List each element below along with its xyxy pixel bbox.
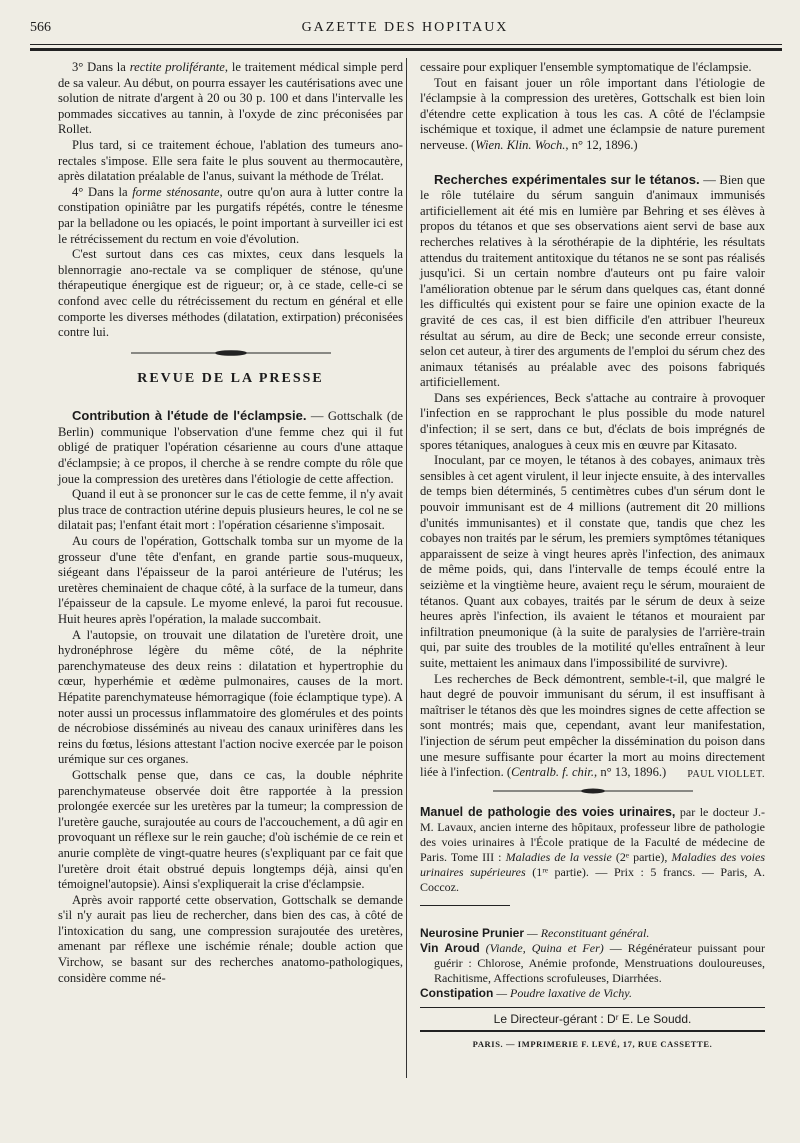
author-signature: PAUL VIOLLET.	[687, 769, 765, 781]
article-lead: Contribution à l'étude de l'éclampsie. — Gottschalk (de Berlin) communique l'observation d'une femme chez qui il fut obligé de pratiquer l'opération césarienne au cours d'une attaque d'éclampsie; à ce propos, il cherche à se rendre compte du rôle que joue la compression des uretères dans l'étiologie de cette affection.	[58, 408, 403, 486]
paragraph: 4° Dans la forme sténosante, outre qu'on aura à lutter contre la constipation opiniâtre par les purgatifs répétés, contre le ténesme par la belladone ou les opiacés, le point important à surveiller ici est le rétrécissement du rectum en voie d'évolution.	[58, 184, 404, 246]
paragraph: Après avoir rapporté cette observation, Gottschalk se demande s'il n'y aurait pas lieu de rechercher, dans bien des cas, à côté de l'intoxication du sang, une compression surajoutée des uretères, amenant par réflexe une ischémie rénale; double action que Virchow, se basant sur des recherches anatomo-pathologiques, considère comme né-	[58, 892, 403, 985]
paragraph: C'est surtout dans ces cas mixtes, ceux dans lesquels la blennorragie ano-rectale va se compliquer de sténose, qu'une thérapeutique énergique est de rigueur; or, à ce stade, celle-ci se confond avec celle du rétrécissement du rectum en général et elle comporte les diverses méthodes (dilatation, extirpation) préconisées contre lui.	[58, 247, 403, 340]
paragraph: cessaire pour expliquer l'ensemble symptomatique de l'éclampsie.	[420, 60, 752, 74]
advertisement: Neurosine Prunier — Reconstituant général.	[420, 925, 650, 940]
column-divider	[406, 58, 407, 1078]
page-number: 566	[30, 20, 51, 35]
article-title: Contribution à l'étude de l'éclampsie.	[72, 408, 307, 424]
book-notice: Manuel de pathologie des voies urinaires, par le docteur J.-M. Lavaux, ancien interne des hôpitaux, professeur libre de pathologie des voies urinaires à l'École pratique de la Faculté de médecine de Paris. Tome III : Maladies de la vessie (2ᵉ partie), Maladies des voies urinaires supérieures (1ʳᵉ partie). — Prix : 5 francs. — Paris, A. Coccoz.	[420, 804, 766, 894]
printer-imprint: PARIS. — IMPRIMERIE F. LEVÉ, 17, RUE CASSETTE.	[472, 1039, 713, 1050]
left-column	[58, 60, 403, 986]
section-ornament	[131, 349, 331, 357]
right-column	[420, 60, 765, 1053]
book-title: Manuel de pathologie des voies urinaires,	[420, 804, 676, 819]
paragraph: Inoculant, par ce moyen, le tétanos à des cobayes, animaux très sensibles à cet agent virulent, il leur injecte ensuite, à des intervalles de temps bien déterminés, 5 centimètres cubes d'un sérum dont le pouvoir immunisant est de 4 millions (autrement dit 20 millions d'unités immunisantes) et il constate que, tandis que chez les cobayes non traités par le sérum, les premiers symptômes tétaniques apparaissent de seize à vingt heures après l'infection, des animaux de même poids, qui, dans l'intervalle de temps écoulé entre la seizième et la vingtième heure, avaient reçu le sérum, mouraient de tétanos. Quant aux cobayes, traités par le sérum de deux à seize heures après l'infection, ils avaient le tétanos et mouraient par infiltration pneumonique (à la suite de paralysies de l'arrière-train qui, par suite des troubles de la motilité qu'elles entraînent à leur suite, mettaient les animaux dans l'impossibilité de survivre).	[420, 453, 765, 670]
header-rule-thick	[30, 48, 782, 51]
paragraph: 3° Dans la rectite proliférante, le traitement médical simple perd de sa valeur. Au début, on pourra essayer les cautérisations avec une solution de nitrate d'argent à 20 ou 30 p. 100 et dans l'intervalle les pommades siccatives au tannin, à l'oxyde de zinc préconisées par Rollet.	[58, 60, 404, 137]
paragraph: Quand il eut à se prononcer sur le cas de cette femme, il n'y avait plus trace de contraction utérine depuis plusieurs heures, le col ne se dilatait pas; l'enfant était mort : l'opération césarienne s'imposait.	[58, 487, 403, 533]
paragraph: Tout en faisant jouer un rôle important dans l'étiologie de l'éclampsie à la compression des uretères, Gottschalk est bien loin d'étendre cette explication à tous les cas. A côté de l'éclampsie ischémique et toxique, il admet une éclampsie de nature purement nerveuse. (Wien. Klin. Woch., n° 12, 1896.)	[420, 75, 765, 152]
paragraph: Dans ses expériences, Beck s'attache au contraire à provoquer l'infection en se rapprochant le plus possible du mode naturel d'infection; il se sert, dans ce but, d'éclats de bois imprégnés de spores tétaniques, analogues à ceux mis en œuvre par Kitasato.	[420, 390, 765, 452]
director-block	[420, 1007, 765, 1053]
section-title: REVUE DE LA PRESSE	[137, 370, 324, 386]
advertisement: Vin Aroud (Viande, Quina et Fer) — Régénérateur puissant pour guérir : Chlorose, Anémie profonde, Menstruations douloureuses, Rachitisme, Affections scrofuleuses, Diarrhées.	[420, 940, 766, 985]
running-head: GAZETTE DES HOPITAUX	[301, 20, 509, 35]
page-header	[30, 14, 780, 42]
paragraph: Au cours de l'opération, Gottschalk tomba sur un myome de la grosseur d'une tête d'enfant, en grande partie sous-muqueux, siégeant dans l'épaisseur de la paroi antérieure de l'utérus; les uretères cheminaient de chaque côté, à la surface de la tumeur, dans l'épaisseur de la capsule. Le myome enlevé, la paroi fut recousue. Huit heures après l'opération, la malade succombait.	[58, 534, 403, 626]
paragraph: Gottschalk pense que, dans ce cas, la double néphrite parenchymateuse observée doit être rapportée à la pression prolongée exercée sur les uretères par la tumeur; la compression de l'uretère gauche, surajoutée au cours de l'accouchement, a dû agir en provoquant un réflexe sur le rein gauche; d'où ischémie de ce rein et anurie complète de vingt-quatre heures (s'expliquant par ce fait que l'uretère droit était obstrué depuis longtemps déjà, ainsi qu'en témoignel'autopsie). Ainsi s'expliquerait la crise d'éclampsie.	[58, 767, 403, 892]
article-lead: Recherches expérimentales sur le tétanos. — Bien que le rôle tutélaire du sérum sanguin d'animaux immunisés artificiellement ait été mis en lumière par Behring et ses élèves à propos du tétanos et que ses observations aient servi de base aux recherches relatives à la sérothérapie de la diphtérie, les résultats attendus du traitement antitoxique du tétanos ne se sont pas réalisés jusqu'ici. Si un certain nombre d'auteurs ont pu faire valoir l'amélioration obtenue par le sérum dans quelques cas, étant donné les difficultés qui existent pour se faire une opinion exacte de la gravité de ces cas, il est bien difficile d'en attribuer l'heureux résultat au sérum, au dire de Beck; une seconde erreur consiste, selon cet auteur, à tirer des arguments de l'emploi du sérum chez des animaux tétanisés au préalable avec des poisons fabriqués artificiellement.	[420, 171, 765, 390]
paragraph: Les recherches de Beck démontrent, semble-t-il, que malgré le haut degré de pouvoir immunisant du sérum, il est insuffisant à maîtriser le tétanos dès que les moindres signes de cette affection se sont montrés; mais que, cependant, avant leur manifestation, l'injection de sérum peut empêcher la dissémination du poison dans une mesure suffisante pour écarter la mort au moins directement liée à l'infection. (Centralb. f. chir., n° 13, 1896.) PAUL VIOLLET.	[420, 672, 765, 781]
advertisements	[420, 926, 765, 1001]
article-title: Recherches expérimentales sur le tétanos.	[434, 171, 700, 187]
advertisement: Constipation — Poudre laxative de Vichy.	[420, 985, 632, 1000]
paragraph: A l'autopsie, on trouvait une dilatation de l'uretère droit, une hydronéphrose légère du même côté, de la néphrite parenchymateuse des deux reins : dilatation et hypertrophie du cœur, hyperhémie et œdème pulmonaires, causes de la mort. Hépatite parenchymateuse hémorragique (foie éclamptique type). A noter aussi un processus inflammatoire des glomérules et des points de nécrobiose disséminés au niveau des canaux urinifères dans les reins du fœtus, lésions attestant l'action nocive exercée par le poison urémique sur ces organes.	[58, 627, 403, 767]
header-rule-thin	[30, 44, 782, 45]
director-line: Le Directeur-gérant : Dʳ E. Le Soudd.	[493, 1011, 692, 1026]
notice-rule	[420, 905, 510, 906]
section-ornament	[493, 787, 693, 795]
paragraph: Plus tard, si ce traitement échoue, l'ablation des tumeurs ano-rectales s'impose. Elle sera faite le plus souvent au thermocautère, après dilatation préalable de l'anus, suivant la méthode de Trélat.	[58, 137, 403, 184]
